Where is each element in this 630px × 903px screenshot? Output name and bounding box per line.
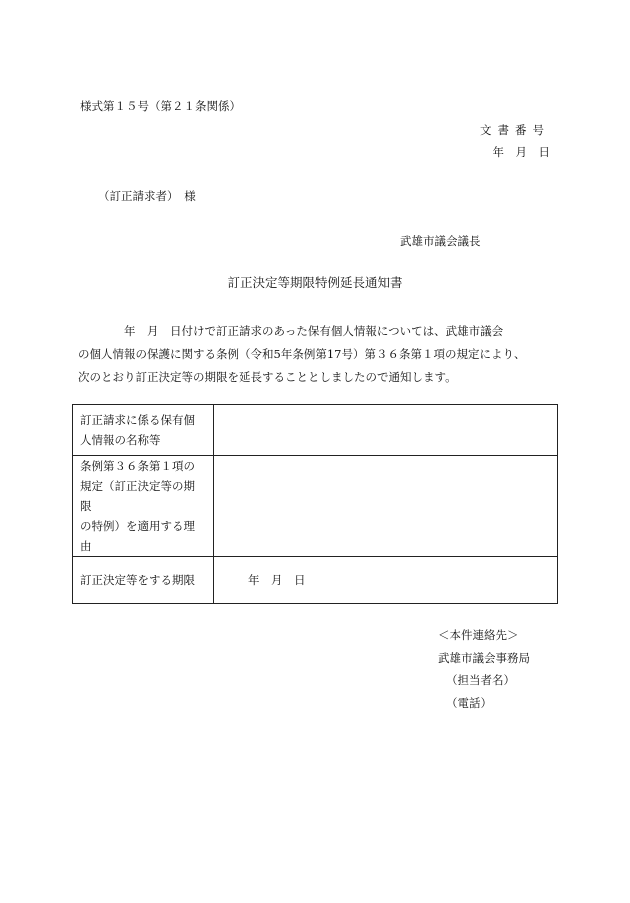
contact-block (438, 624, 530, 714)
label-line: 訂正決定等をする期限 (80, 573, 195, 587)
row-value-reason (214, 456, 558, 557)
notice-body (78, 320, 558, 389)
row-label-deadline (73, 557, 214, 604)
table-row (73, 557, 558, 604)
contact-office: 武雄市議会事務局 (438, 650, 530, 665)
row-value-info-name (214, 405, 558, 456)
label-line: 訂正請求に係る保有個 (80, 413, 195, 427)
label-line: の特例）を適用する理由 (80, 519, 195, 553)
document-number-label: 文書番号 (480, 123, 550, 137)
row-value-deadline: 年 月 日 (214, 557, 558, 604)
details-table (72, 404, 558, 604)
table-row (73, 456, 558, 557)
row-label-info-name (73, 405, 214, 456)
issue-date-fields: 年 月 日 (492, 145, 550, 159)
sender-name: 武雄市議会議長 (400, 234, 481, 248)
label-line: 規定（訂正決定等の期限 (80, 479, 195, 513)
contact-person: （担当者名） (446, 673, 515, 687)
row-label-reason (73, 456, 214, 557)
body-line: 年 月 日付けで訂正請求のあった保有個人情報については、武雄市議会 (78, 324, 504, 338)
body-line: の個人情報の保護に関する条例（令和5年条例第17号）第３６条第１項の規定により、 (78, 347, 526, 361)
body-line: 次のとおり訂正決定等の期限を延長することとしましたので通知します。 (78, 370, 457, 384)
form-number: 様式第１５号（第２１条関係） (80, 99, 241, 113)
label-line: 条例第３６条第１項の (80, 459, 195, 473)
contact-phone: （電話） (446, 695, 492, 710)
contact-heading: ＜本件連絡先＞ (438, 628, 519, 642)
label-line: 人情報の名称等 (80, 433, 161, 447)
table-row (73, 405, 558, 456)
document-title: 訂正決定等期限特例延長通知書 (227, 275, 403, 290)
addressee: （訂正請求者） 様 (98, 189, 196, 203)
